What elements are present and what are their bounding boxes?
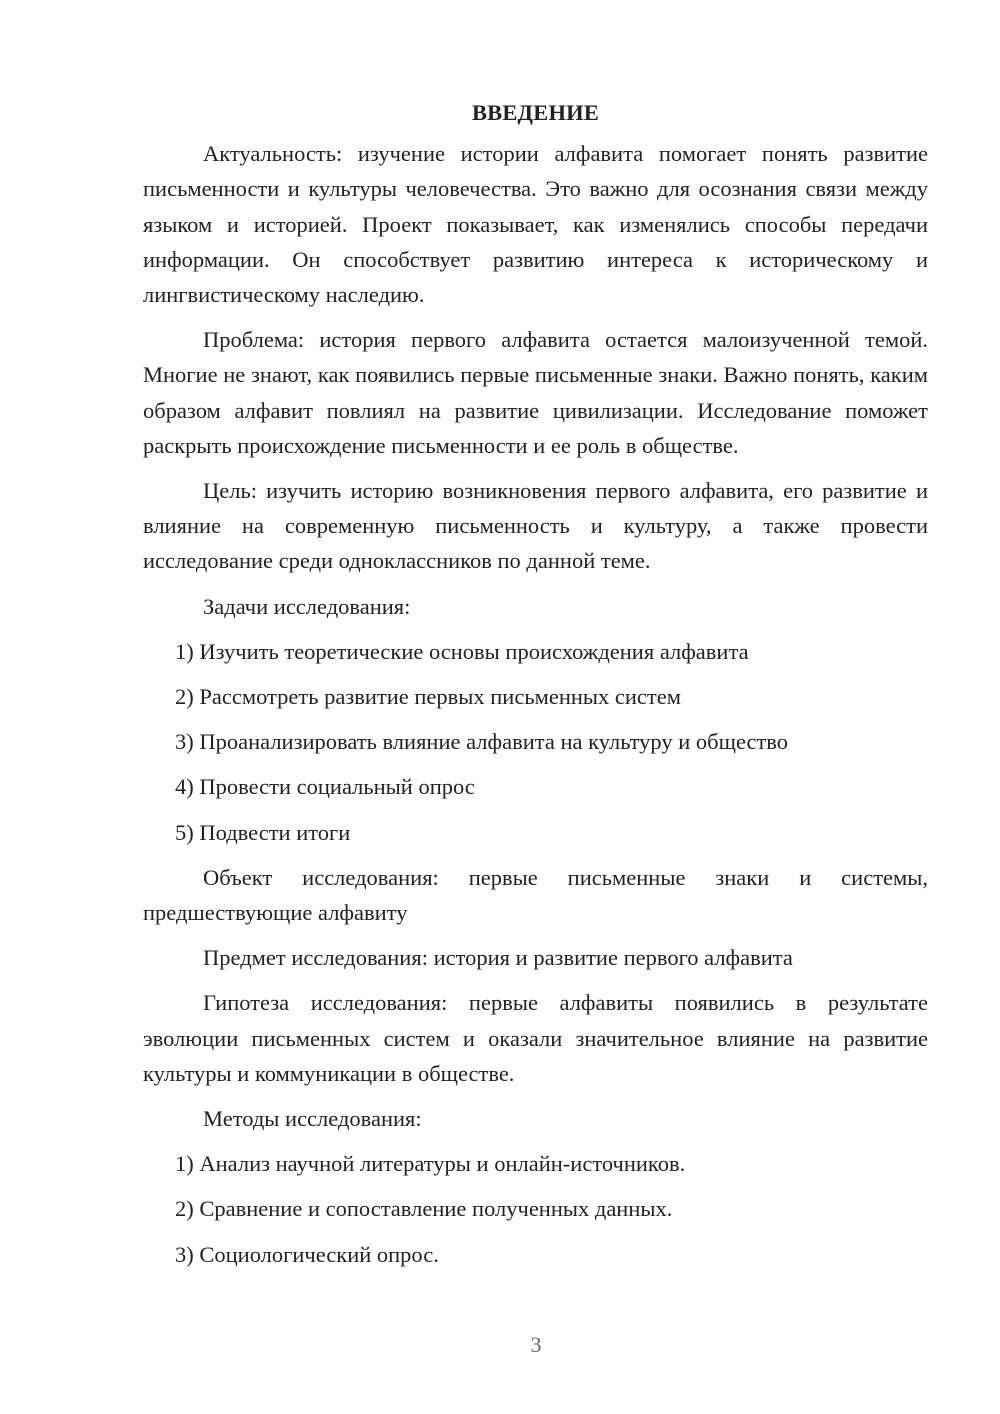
- list-item: 2) Рассмотреть развитие первых письменных систем: [175, 684, 681, 710]
- subject-paragraph: Предмет исследования: история и развитие первого алфавита: [203, 945, 793, 971]
- list-item: 5) Подвести итоги: [175, 819, 351, 845]
- goal-paragraph: Цель: изучить историю возникновения первого алфавита, его развитие и влияние на современную письменность и культуру, а также провести исследование среди одноклассников по данной теме.: [143, 478, 928, 574]
- list-item: 3) Социологический опрос.: [175, 1241, 439, 1267]
- list-item: 3) Проанализировать влияние алфавита на культуру и общество: [175, 729, 789, 755]
- list-item: 1) Анализ научной литературы и онлайн-источников.: [175, 1151, 686, 1177]
- tasks-heading: Задачи исследования:: [203, 593, 411, 619]
- document-page: [143, 95, 928, 1272]
- tasks-list: [143, 634, 928, 850]
- object-paragraph: Объект исследования: первые письменные знаки и системы, предшествующие алфавиту: [143, 864, 928, 926]
- list-item: 4) Провести социальный опрос: [175, 774, 475, 800]
- methods-list: [143, 1146, 928, 1272]
- methods-heading: Методы исследования:: [203, 1106, 422, 1132]
- list-item: 2) Сравнение и сопоставление полученных данных.: [175, 1196, 673, 1222]
- relevance-paragraph: Актуальность: изучение истории алфавита помогает понять развитие письменности и культуры человечества. Это важно для осознания связи между языком и историей. Проект показывает, как изменялись способы передачи информации. Он способствует развитию интереса к историческому и лингвистическому наследию.: [143, 141, 928, 308]
- hypothesis-paragraph: Гипотеза исследования: первые алфавиты появились в результате эволюции письменных систем и оказали значительное влияние на развитие культуры и коммуникации в обществе.: [143, 990, 928, 1086]
- problem-paragraph: Проблема: история первого алфавита остается малоизученной темой. Многие не знают, как появились первые письменные знаки. Важно понять, каким образом алфавит повлиял на развитие цивилизации. Исследование поможет раскрыть происхождение письменности и ее роль в обществе.: [143, 327, 928, 458]
- list-item: 1) Изучить теоретические основы происхождения алфавита: [175, 638, 749, 664]
- document-title: ВВЕДЕНИЕ: [471, 100, 600, 125]
- page-number: 3: [530, 1332, 542, 1357]
